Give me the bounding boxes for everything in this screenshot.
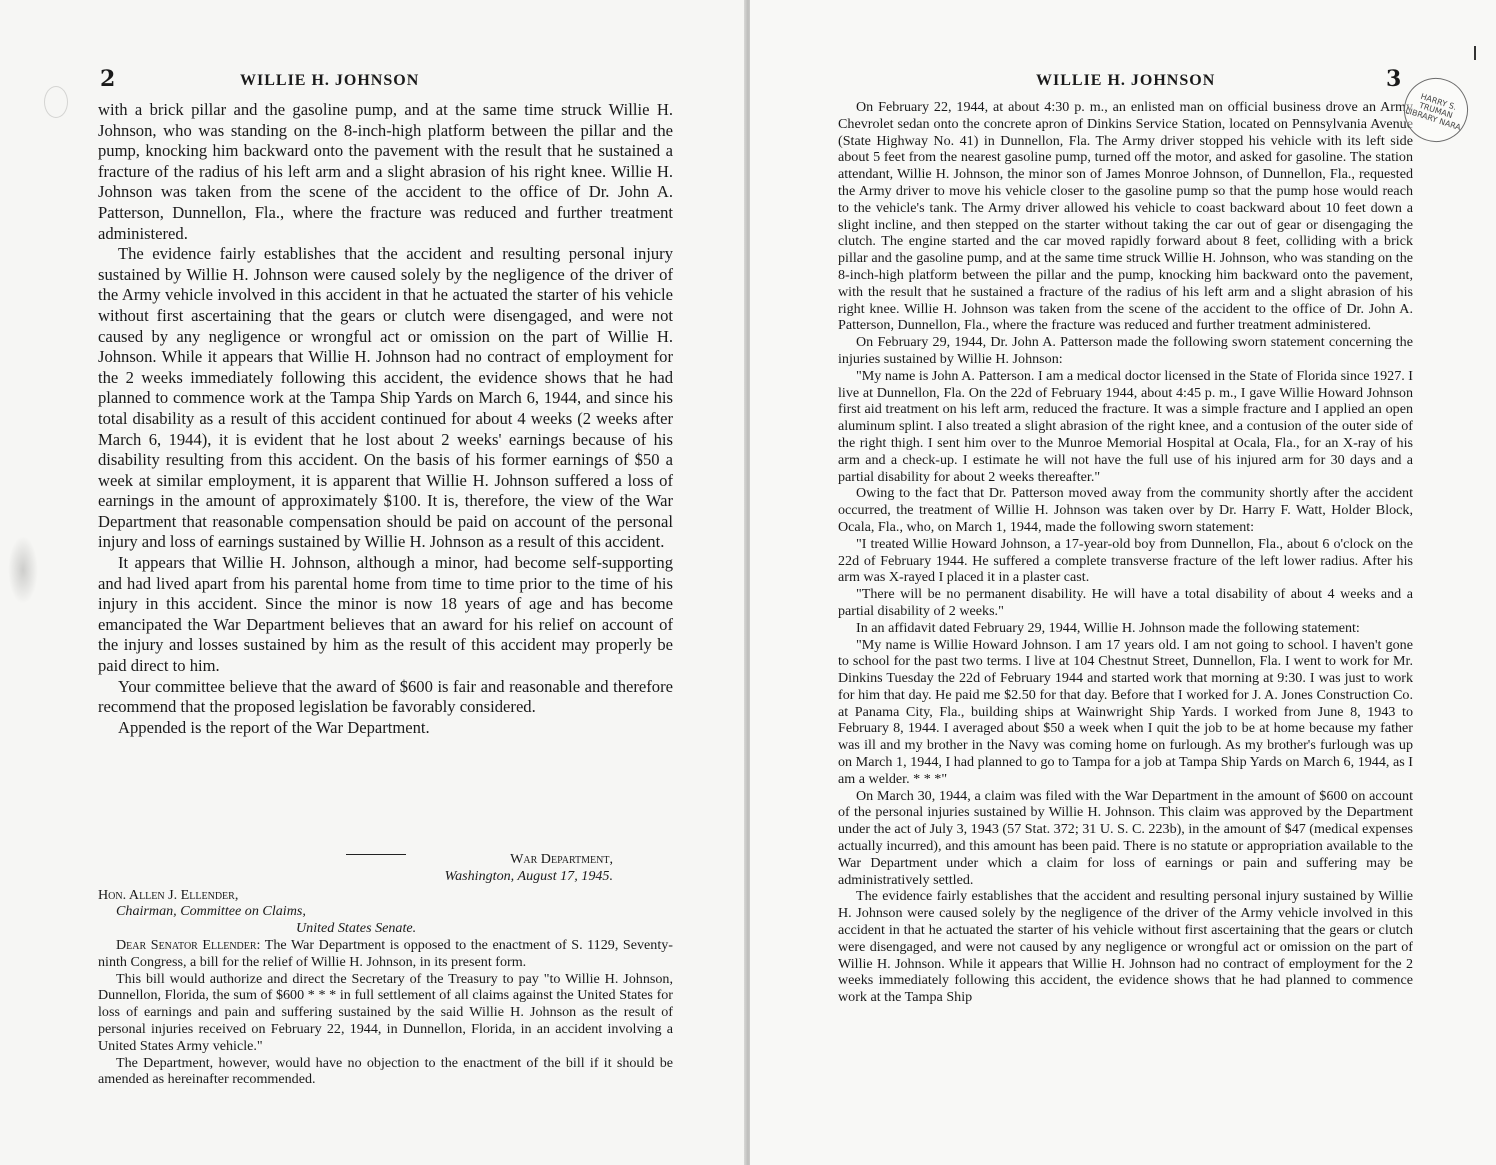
recipient-name: Hon. Allen J. Ellender,	[98, 886, 239, 903]
paragraph: On March 30, 1944, a claim was filed with the War Department in the amount of $600 on account of the personal injuries sustained by Willie H. Johnson. This claim was approved by the Department under the act of July 3, 1943 (57 Stat. 372; 31 U. S. C. 223b), in the amount of $47 (medical expenses actually incurred), and this amount has been paid. There is no statute or appropriation available to the War Department under which a claim for loss of earnings or pain and suffering may be administratively settled.	[838, 787, 1414, 888]
letter-sender: War Department,	[510, 851, 613, 867]
bleed-through-mark	[44, 86, 68, 118]
left-body-text	[98, 100, 673, 738]
binding-shadow	[8, 536, 38, 604]
paragraph: It appears that Willie H. Johnson, although a minor, had become self-supporting and had lived apart from his parental home from time to time prior to the time of his injury in this accident. Since the minor is now 18 years of age and has become emancipated the War Department believes that an award for his relief on account of the injury and losses sustained by him as the result of this accident may properly be paid direct to him.	[98, 553, 673, 676]
right-running-head: WILLIE H. JOHNSON	[1036, 72, 1216, 89]
right-page-number: 3	[1386, 66, 1402, 92]
paragraph: The evidence fairly establishes that the accident and resulting personal injury sustained by Willie H. Johnson were caused solely by the negligence of the driver of the Army vehicle involved in this accident in that he actuated the starter of his vehicle without first ascertaining that the gears or clutch were disengaged, and were not caused by any negligence or wrongful act or omission on the part of Willie H. Johnson. While it appears that Willie H. Johnson had no contract of employment for the 2 weeks immediately following this accident, the evidence shows that he had planned to commence work at the Tampa Ship	[838, 888, 1413, 1006]
left-page	[0, 0, 746, 1165]
paragraph: "There will be no permanent disability. He will have a total disability of about 4 weeks and a partial disability of 2 weeks."	[838, 586, 1413, 619]
recipient-org: United States Senate.	[296, 920, 417, 937]
paragraph: with a brick pillar and the gasoline pump, and at the same time struck Willie H. Johnson, who was standing on the 8-inch-high platform between the pillar and the pump, knocking him backward onto the pavement with the result that he sustained a fracture of the radius of his left arm and a slight abrasion of his right knee. Willie H. Johnson was taken from the scene of the accident to the office of Dr. John A. Patterson, Dunnellon, Fla., where the fracture was reduced and further treatment administered.	[98, 100, 673, 243]
paragraph: On February 22, 1944, at about 4:30 p. m., an enlisted man on official business drove an Army Chevrolet sedan onto the concrete apron of Dinkins Service Station, located on Pennsylvania Avenue (State Highway No. 41) in Dunnellon, Fla. The Army driver stopped his vehicle with its left side about 5 feet from the nearest gasoline pump, turned off the motor, and asked for gasoline. The station attendant, Willie H. Johnson, the minor son of James Monroe Johnson, of Dunnellon, Fla., requested the Army driver to move his vehicle closer to the gasoline pump so that the pump hose would reach to the vehicle's tank. The Army driver allowed his vehicle to coast backward about 10 feet down a slight incline, and then stepped on the starter without taking the car out of gear or disengaging the clutch. The engine started and the car moved rapidly forward about 8 feet, colliding with a brick pillar and the gasoline pump, and at the same time struck Willie H. Johnson, who was standing on the 8-inch-high platform between the pillar and the pump, knocking him backward onto the pavement, with the result that he sustained a fracture of the radius of his left arm and a slight abrasion of his right knee. Willie H. Johnson was taken from the scene of the accident to the office of Dr. John A. Patterson, Dunnellon, Fla., where the fracture was reduced and further treatment administered.	[838, 99, 1413, 334]
library-stamp-text: HARRY S. TRUMAN LIBRARY NARA	[1404, 91, 1463, 132]
letter-dateline	[98, 851, 673, 885]
left-page-number: 2	[100, 66, 116, 92]
paragraph: "My name is John A. Patterson. I am a medical doctor licensed in the State of Florida since 1927. I live at Dunnellon, Fla. On the 22d of February 1944, about 4:45 p. m., I gave Willie Howard Johnson first aid treatment on his left arm, reduced the fracture. It was a simple fracture and I applied an open aluminum splint. I also treated a slight abrasion of the right knee, and a contusion of the outer side of the right thigh. I sent him over to the Munroe Memorial Hospital at Ocala, Fla., for an X-ray of his arm and a check-up. I estimate he will not have the full use of his injured arm for 30 days and a partial disability for about 2 weeks thereafter."	[838, 367, 1413, 485]
right-page	[750, 0, 1496, 1165]
war-department-letter	[98, 851, 673, 1088]
paragraph: "I treated Willie Howard Johnson, a 17-year-old boy from Dunnellon, Fla., about 6 o'clock on the 22d of February 1944. He suffered a complete transverse fracture of the left lower radius. After his arm was X-rayed I placed it in a plaster cast.	[838, 535, 1413, 586]
letter-date: Washington, August 17, 1945.	[444, 867, 613, 884]
letter-recipient	[98, 887, 673, 937]
paragraph: In an affidavit dated February 29, 1944, Willie H. Johnson made the following statement:	[856, 619, 1360, 636]
letter-paragraph: Dear Senator Ellender: The War Department is opposed to the enactment of S. 1129, Seventy-ninth Congress, a bill for the relief of Willie H. Johnson, in its present form.	[98, 936, 673, 970]
letter-paragraph: The Department, however, would have no objection to the enactment of the bill if it should be amended as hereinafter recommended.	[98, 1054, 673, 1088]
right-body-text	[838, 99, 1413, 1006]
paragraph: The evidence fairly establishes that the accident and resulting personal injury sustained by Willie H. Johnson were caused solely by the negligence of the driver of the Army vehicle involved in this accident in that he actuated the starter of his vehicle without first ascertaining that the gears or clutch were disengaged, and were not caused by any negligence or wrongful act or omission on the part of Willie H. Johnson. While it appears that Willie H. Johnson had no contract of employment for the 2 weeks immediately following this accident, the evidence shows that he had planned to commence work at the Tampa Ship Yards on March 6, 1944, and since his total disability as a result of this accident continued for about 4 weeks (2 weeks after March 6, 1944), it is evident that he lost about 2 weeks' earnings because of his disability resulting from this accident. On the basis of his former earnings of $50 a week at similar employment, it is apparent that Willie H. Johnson suffered a loss of earnings in the amount of approximately $100. It is, therefore, the view of the War Department that reasonable compensation should be paid on account of the personal injury and loss of earnings sustained by Willie H. Johnson as a result of this accident.	[98, 244, 673, 552]
paragraph: Your committee believe that the award of $600 is fair and reasonable and therefore recommend that the proposed legislation be favorably considered.	[98, 676, 673, 717]
paragraph: Owing to the fact that Dr. Patterson moved away from the community shortly after the accident occurred, the treatment of Willie H. Johnson was taken over by Dr. Harry F. Watt, Holder Block, Ocala, Fla., who, on March 1, 1944, made the following sworn statement:	[838, 485, 1413, 535]
left-running-head: WILLIE H. JOHNSON	[240, 72, 420, 89]
letter-paragraph: This bill would authorize and direct the Secretary of the Treasury to pay "to Willie H. Johnson, Dunnellon, Florida, the sum of $600 * * * in full settlement of all claims against the United States for loss of earnings and pain and suffering sustained by the said Willie H. Johnson as the result of personal injuries received on February 22, 1944, in Dunnellon, Florida, in an accident involving a United States Army vehicle."	[98, 970, 673, 1054]
paragraph: Appended is the report of the War Department.	[118, 717, 430, 737]
recipient-title: Chairman, Committee on Claims,	[116, 903, 306, 920]
letter-salutation: Dear Senator Ellender:	[116, 936, 261, 953]
corner-mark	[1474, 46, 1476, 60]
paragraph: On February 29, 1944, Dr. John A. Patterson made the following sworn statement concerning the injuries sustained by Willie H. Johnson:	[838, 334, 1413, 367]
paragraph: "My name is Willie Howard Johnson. I am 17 years old. I am not going to school. I haven't gone to school for the past two terms. I live at 104 Chestnut Street, Dunnellon, Fla. I went to work for Mr. Dinkins Tuesday the 22d of February 1944 and started work that morning at 9:30. I was just to work for him that day. He paid me $2.50 for that day. Before that I worked for J. A. Jones Construction Co. at Panama City, Fla., building ships at Wainwright Ship Yards. I worked from June 8, 1943 to February 8, 1944. I averaged about $50 a week when I quit the job to be at home because my father was ill and my brother in the Navy was coming home on furlough. As my brother's furlough was up on March 1, 1944, I had planned to go to Tampa for a job at Tampa Ship Yards on March 6, 1944, as I am a welder. * * *"	[838, 636, 1413, 787]
